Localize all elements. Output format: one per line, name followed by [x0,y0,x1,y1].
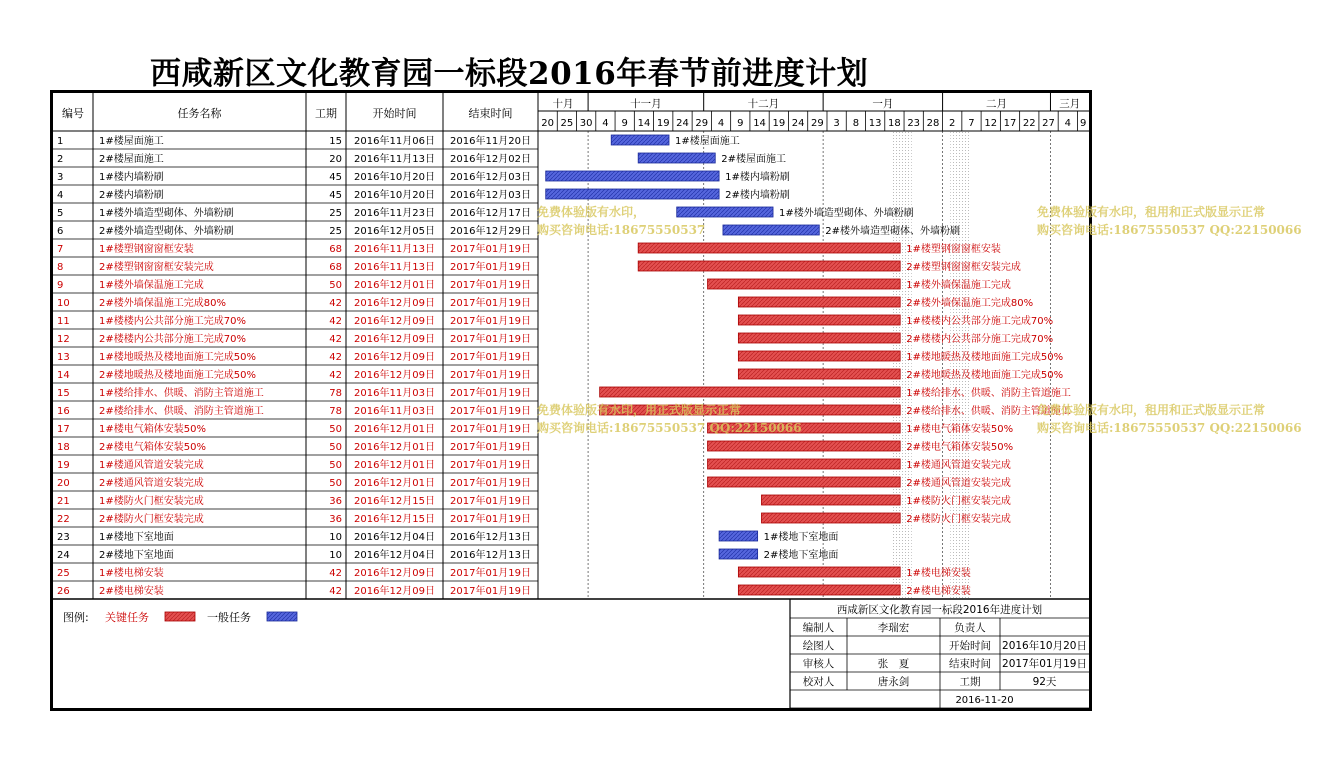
task-end: 2017年01月19日 [450,442,531,453]
tick-label: 9 [1080,118,1087,129]
task-end: 2016年12月03日 [450,190,531,201]
task-end: 2016年12月03日 [450,172,531,183]
plan-date: 2016-11-20 [955,695,1014,706]
month-label: 十一月 [630,98,662,110]
gantt-bar [546,189,719,199]
gantt-bar [738,333,900,343]
task-start: 2016年11月03日 [354,388,435,399]
month-label: 二月 [986,98,1008,110]
task-duration: 15 [329,136,342,147]
gantt-bar [600,405,901,415]
header-start: 开始时间 [372,107,417,120]
tick-label: 22 [1022,118,1036,129]
task-id: 22 [57,514,70,525]
task-end: 2016年11月20日 [450,136,531,147]
watermark-line1: 免费体验版有水印，租用和正式版显示正常 [1037,403,1266,417]
task-name: 1#楼外墙造型砌体、外墙粉刷 [99,208,234,219]
header-name: 任务名称 [177,107,222,120]
task-start: 2016年12月15日 [354,514,435,525]
task-name: 2#楼给排水、供暖、消防主管道施工 [99,406,264,417]
bar-label: 1#楼地下室地面 [763,532,839,543]
tick-label: 7 [968,118,975,129]
end-label: 结束时间 [949,658,991,670]
task-id: 12 [57,334,70,345]
tick-label: 2 [949,118,956,129]
tick-label: 4 [717,118,725,129]
task-start: 2016年11月06日 [354,136,435,147]
tick-label: 9 [737,118,744,129]
bar-label: 2#楼电梯安装 [906,586,971,597]
task-id: 1 [57,136,64,147]
bar-label: 2#楼外墙造型砌体、外墙粉刷 [825,226,961,237]
owner-label: 负责人 [954,622,986,634]
task-name: 2#楼塑钢窗窗框安装完成 [99,262,214,273]
watermark-line2: 购买咨询电话:18675550537 QQ:22150066 [1037,421,1302,435]
task-duration: 10 [329,532,342,543]
task-id: 8 [57,262,64,273]
task-start: 2016年12月01日 [354,280,435,291]
bar-label: 2#楼楼内公共部分施工完成70% [906,334,1054,345]
gantt-bar [677,207,773,217]
task-duration: 36 [329,496,342,507]
gantt-bar [638,153,715,163]
bar-label: 2#楼通风管道安装完成 [906,478,1011,489]
tick-label: 29 [810,118,824,129]
task-duration: 42 [329,298,342,309]
task-start: 2016年12月09日 [354,298,435,309]
task-id: 16 [57,406,70,417]
task-end: 2017年01月19日 [450,262,531,273]
task-start: 2016年12月01日 [354,460,435,471]
task-end: 2017年01月19日 [450,244,531,255]
task-duration: 36 [329,514,342,525]
task-end: 2017年01月19日 [450,316,531,327]
task-end: 2017年01月19日 [450,352,531,363]
gantt-bar [738,351,900,361]
month-label: 一月 [872,98,894,110]
task-end: 2017年01月19日 [450,460,531,471]
task-end: 2017年01月19日 [450,496,531,507]
tick-label: 12 [984,118,998,129]
gantt-bar [708,441,901,451]
task-start: 2016年11月03日 [354,406,435,417]
task-start: 2016年11月23日 [354,208,435,219]
task-duration: 42 [329,316,342,327]
bar-label: 2#楼防火门框安装完成 [906,514,1011,525]
task-start: 2016年12月05日 [354,226,435,237]
end-value: 2017年01月19日 [1002,658,1087,670]
task-start: 2016年11月13日 [354,154,435,165]
gantt-bar [738,315,900,325]
task-start: 2016年11月13日 [354,262,435,273]
task-name: 2#楼通风管道安装完成 [99,478,204,489]
task-duration: 25 [329,226,342,237]
task-start: 2016年12月09日 [354,334,435,345]
task-duration: 42 [329,370,342,381]
gantt-bar [638,243,900,253]
gantt-bar [723,225,819,235]
watermark-line2: 购买咨询电话:18675550537 [537,223,706,237]
task-id: 19 [57,460,70,471]
gantt-bar [708,477,901,487]
tick-label: 30 [579,118,593,129]
gantt-bar [738,567,900,577]
task-id: 2 [57,154,64,165]
task-id: 7 [57,244,64,255]
task-name: 1#楼通风管道安装完成 [99,460,204,471]
task-end: 2017年01月19日 [450,514,531,525]
gantt-bar [738,369,900,379]
task-start: 2016年10月20日 [354,172,435,183]
task-duration: 42 [329,352,342,363]
tick-label: 25 [560,118,574,129]
task-end: 2017年01月19日 [450,568,531,579]
tick-label: 20 [541,118,555,129]
task-duration: 78 [329,388,342,399]
task-end: 2017年01月19日 [450,478,531,489]
task-end: 2017年01月19日 [450,334,531,345]
tick-label: 28 [926,118,940,129]
gantt-bar [708,459,901,469]
tick-label: 4 [602,118,609,129]
task-end: 2016年12月13日 [450,550,531,561]
holiday-shade [892,131,911,599]
checker-value: 唐永剑 [877,676,910,688]
task-id: 15 [57,388,70,399]
gantt-bar [708,279,901,289]
page-title: 西咸新区文化教育园一标段2016年春节前进度计划 [150,56,869,92]
header-id: 编号 [62,107,84,120]
tick-label: 24 [791,118,805,129]
gantt-bar [738,297,900,307]
start-label: 开始时间 [949,640,991,652]
bar-label: 2#楼外墙保温施工完成80% [906,298,1034,309]
task-end: 2016年12月13日 [450,532,531,543]
task-end: 2017年01月19日 [450,388,531,399]
task-name: 2#楼屋面施工 [99,154,164,165]
task-name: 1#楼塑钢窗窗框安装 [99,244,194,255]
task-name: 2#楼外墙保温施工完成80% [99,298,226,309]
task-start: 2016年12月01日 [354,478,435,489]
editor-label: 编制人 [802,622,835,634]
watermark-line2: 购买咨询电话:18675550537 QQ:22150066 [1037,223,1302,237]
task-duration: 10 [329,550,342,561]
bar-label: 2#楼电气箱体安装50% [906,442,1014,453]
tick-label: 29 [695,118,709,129]
task-name: 1#楼楼内公共部分施工完成70% [99,316,246,327]
watermark-line1: 免费体验版有水印，用正式版显示正常 [537,403,742,417]
tick-label: 19 [656,118,670,129]
bar-label: 2#楼地暖热及楼地面施工完成50% [906,370,1064,381]
legend-label: 图例: [63,611,89,624]
task-start: 2016年12月01日 [354,424,435,435]
task-end: 2016年12月02日 [450,154,531,165]
task-duration: 42 [329,586,342,597]
holiday-shade [950,131,969,599]
task-end: 2017年01月19日 [450,586,531,597]
task-name: 1#楼电梯安装 [99,568,164,579]
bar-label: 1#楼内墙粉刷 [725,172,790,183]
task-id: 5 [57,208,64,219]
task-duration: 42 [329,334,342,345]
task-start: 2016年12月09日 [354,568,435,579]
task-name: 2#楼地暖热及楼地面施工完成50% [99,370,256,381]
task-name: 1#楼地下室地面 [99,532,174,543]
bar-label: 1#楼电气箱体安装50% [906,424,1014,435]
task-end: 2017年01月19日 [450,406,531,417]
tick-label: 27 [1042,118,1055,129]
bar-label: 2#楼屋面施工 [721,154,786,165]
task-duration: 25 [329,208,342,219]
legend-critical-label: 关键任务 [105,611,149,624]
legend-normal-label: 一般任务 [207,611,251,624]
task-duration: 68 [329,262,342,273]
gantt-bar [546,171,719,181]
tick-label: 14 [753,118,766,129]
task-duration: 45 [329,172,342,183]
gantt-chart [53,93,1089,708]
task-id: 10 [57,298,70,309]
task-id: 24 [57,550,70,561]
task-duration: 20 [329,154,342,165]
gantt-bar [719,549,758,559]
task-end: 2017年01月19日 [450,424,531,435]
task-start: 2016年12月09日 [354,586,435,597]
task-start: 2016年12月01日 [354,442,435,453]
tick-label: 8 [852,118,860,129]
bar-label: 1#楼楼内公共部分施工完成70% [906,316,1054,327]
task-name: 1#楼防火门框安装完成 [99,496,204,507]
bar-label: 1#楼通风管道安装完成 [906,460,1011,471]
gantt-bar [738,585,900,595]
task-name: 2#楼外墙造型砌体、外墙粉刷 [99,226,234,237]
tick-label: 3 [833,118,840,129]
task-duration: 50 [329,442,342,453]
task-name: 1#楼外墙保温施工完成 [99,280,204,291]
duration-value: 92天 [1032,676,1057,688]
task-start: 2016年10月20日 [354,190,435,201]
month-label: 三月 [1059,98,1081,110]
tick-label: 13 [868,118,882,129]
task-id: 21 [57,496,70,507]
task-id: 17 [57,424,70,435]
bar-label: 1#楼塑钢窗窗框安装 [906,244,1001,255]
tick-label: 4 [1064,118,1071,129]
bar-label: 2#楼塑钢窗窗框安装完成 [906,262,1021,273]
bar-label: 1#楼防火门框安装完成 [906,496,1011,507]
task-start: 2016年12月15日 [354,496,435,507]
task-id: 20 [57,478,70,489]
task-start: 2016年12月04日 [354,532,435,543]
task-end: 2016年12月29日 [450,226,531,237]
task-id: 4 [57,190,64,201]
bar-label: 1#楼外墙保温施工完成 [906,280,1011,291]
reviewer-label: 审核人 [802,658,835,670]
task-duration: 78 [329,406,342,417]
tick-label: 19 [772,118,786,129]
header-end: 结束时间 [468,107,513,120]
task-start: 2016年12月04日 [354,550,435,561]
task-duration: 45 [329,190,342,201]
task-duration: 50 [329,280,342,291]
drawer-label: 绘图人 [802,640,835,652]
duration-label: 工期 [959,676,981,688]
bar-label: 1#楼电梯安装 [906,568,971,579]
watermark-line1: 免费体验版有水印，租用和正式版显示正常 [1037,205,1266,219]
task-name: 2#楼电梯安装 [99,586,164,597]
tick-label: 18 [888,118,901,129]
task-end: 2017年01月19日 [450,298,531,309]
gantt-bar [719,531,758,541]
gantt-bar [761,513,900,523]
task-id: 9 [57,280,64,291]
task-duration: 42 [329,568,342,579]
bar-label: 2#楼地下室地面 [763,550,839,561]
watermark-line2: 购买咨询电话:18675550537 QQ:22150066 [537,421,802,435]
gantt-bar [600,387,901,397]
bar-label: 1#楼地暖热及楼地面施工完成50% [906,352,1064,363]
month-label: 十月 [552,98,574,110]
task-name: 1#楼给排水、供暖、消防主管道施工 [99,388,264,399]
watermark-line1: 免费体验版有水印， [537,205,646,219]
task-end: 2017年01月19日 [450,280,531,291]
gantt-frame [50,90,1092,711]
tick-label: 14 [637,118,651,129]
task-id: 11 [57,316,70,327]
legend-critical-swatch [165,612,195,621]
task-id: 13 [57,352,70,363]
task-id: 18 [57,442,70,453]
task-start: 2016年12月09日 [354,370,435,381]
start-value: 2016年10月20日 [1002,640,1087,652]
task-id: 25 [57,568,70,579]
task-id: 26 [57,586,70,597]
task-name: 2#楼内墙粉刷 [99,190,164,201]
bar-label: 1#楼外墙造型砌体、外墙粉刷 [779,208,914,219]
editor-value: 李瑞宏 [877,622,910,634]
info-title: 西咸新区文化教育园一标段2016年进度计划 [836,604,1043,616]
bar-label: 2#楼内墙粉刷 [725,190,790,201]
task-name: 2#楼防火门框安装完成 [99,514,204,525]
reviewer-value: 张 夏 [877,658,910,670]
tick-label: 24 [676,118,689,129]
task-start: 2016年12月09日 [354,316,435,327]
gantt-bar [708,423,901,433]
month-label: 十二月 [747,98,780,110]
task-id: 23 [57,532,70,543]
task-name: 2#楼地下室地面 [99,550,174,561]
task-name: 1#楼地暖热及楼地面施工完成50% [99,352,256,363]
task-id: 6 [57,226,64,237]
task-name: 1#楼电气箱体安装50% [99,424,206,435]
bar-label: 1#楼给排水、供暖、消防主管道施工 [906,388,1071,399]
task-duration: 50 [329,424,342,435]
bar-label: 1#楼屋面施工 [675,136,740,147]
tick-label: 9 [621,118,628,129]
gantt-bar [761,495,900,505]
tick-label: 17 [1003,118,1017,129]
task-id: 3 [57,172,64,183]
task-end: 2016年12月17日 [450,208,531,219]
task-id: 14 [57,370,70,381]
bar-label: 2#楼给排水、供暖、消防主管道施工 [906,406,1071,417]
checker-label: 校对人 [802,676,835,688]
legend-normal-swatch [267,612,297,621]
task-end: 2017年01月19日 [450,370,531,381]
gantt-bar [638,261,900,271]
task-start: 2016年12月09日 [354,352,435,363]
tick-label: 23 [907,118,921,129]
task-name: 2#楼电气箱体安装50% [99,442,206,453]
task-duration: 50 [329,478,342,489]
task-name: 1#楼内墙粉刷 [99,172,164,183]
task-name: 2#楼楼内公共部分施工完成70% [99,334,246,345]
header-duration: 工期 [315,107,337,120]
gantt-bar [611,135,669,145]
task-start: 2016年11月13日 [354,244,435,255]
task-duration: 50 [329,460,342,471]
task-name: 1#楼屋面施工 [99,136,164,147]
task-duration: 68 [329,244,342,255]
